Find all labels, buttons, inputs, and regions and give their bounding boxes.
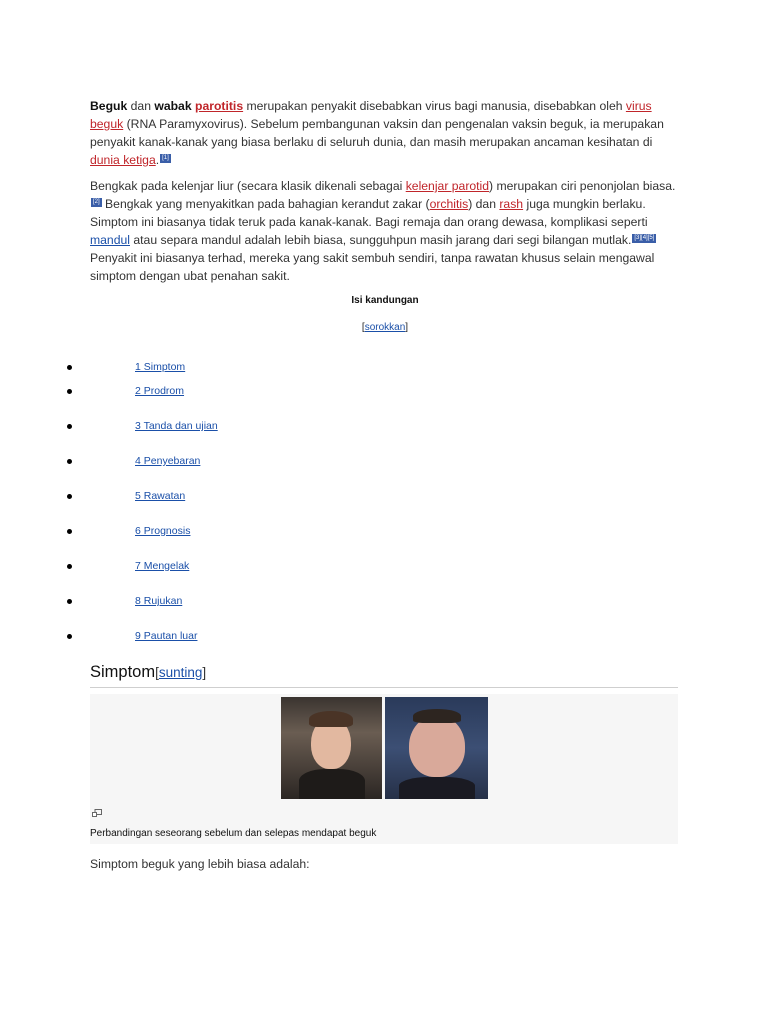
link-kelenjar-parotid[interactable]: kelenjar parotid bbox=[405, 179, 490, 193]
reference-1[interactable]: [1] bbox=[162, 154, 169, 161]
link-dunia-ketiga[interactable]: dunia ketiga bbox=[90, 153, 156, 167]
text-run: (RNA Paramyxovirus). Sebelum pembangunan vaksin dan pengenalan vaksin beguk, ia merupakan penyakit kanak-kanak yang biasa berlaku di seluruh dunia, dan masih merupakan ancaman kesihatan di bbox=[90, 117, 664, 149]
bracket-close: ] bbox=[202, 665, 207, 680]
bracket-open: [ bbox=[155, 665, 159, 680]
toc-link-prodrom[interactable]: 2 Prodrom bbox=[135, 385, 185, 397]
bullet-icon bbox=[67, 389, 72, 394]
bracket-open: [ bbox=[361, 322, 365, 333]
toc-link-rawatan[interactable]: 5 Rawatan bbox=[135, 490, 186, 502]
bullet-icon bbox=[67, 599, 72, 604]
bullet-icon bbox=[67, 365, 72, 370]
text-run: ) dan bbox=[468, 197, 500, 211]
hair-shape bbox=[413, 709, 461, 723]
text-run: . bbox=[155, 153, 160, 167]
bullet-icon bbox=[67, 459, 72, 464]
toc-item bbox=[0, 420, 768, 436]
section-title: Simptom bbox=[90, 663, 156, 681]
photo-before[interactable] bbox=[281, 697, 382, 799]
toc-link-prognosis[interactable]: 6 Prognosis bbox=[135, 525, 191, 537]
figure-thumbnail bbox=[90, 694, 678, 844]
text-run: atau separa mandul adalah lebih biasa, sungguhpun masih jarang dari segi bilangan mutlak. bbox=[129, 233, 632, 247]
toc-item bbox=[0, 525, 768, 541]
toc-link-rujukan[interactable]: 8 Rujukan bbox=[135, 595, 183, 607]
section-edit bbox=[155, 665, 206, 680]
face-shape bbox=[409, 715, 465, 777]
text-run: Bengkak yang menyakitkan pada bahagian kerandut zakar ( bbox=[101, 197, 430, 211]
bullet-icon bbox=[67, 564, 72, 569]
intro-paragraph-2 bbox=[90, 177, 680, 285]
link-mandul[interactable]: mandul bbox=[90, 233, 130, 247]
bracket-close: ] bbox=[405, 322, 409, 333]
toc-item bbox=[0, 385, 768, 401]
term-beguk: Beguk bbox=[90, 99, 128, 113]
reference-3-4-5[interactable]: [3][4][5] bbox=[634, 234, 655, 241]
text-run: ) merupakan ciri penonjolan biasa. bbox=[489, 179, 676, 193]
link-rash[interactable]: rash bbox=[499, 197, 524, 211]
bullet-icon bbox=[67, 494, 72, 499]
magnify-icon[interactable] bbox=[92, 809, 102, 817]
text-run: dan bbox=[127, 99, 155, 113]
toc-item bbox=[0, 490, 768, 506]
toc-hide-link[interactable]: sorokkan bbox=[364, 322, 406, 333]
shirt-shape bbox=[299, 769, 365, 799]
reference-2[interactable]: [2] bbox=[93, 198, 100, 205]
toc-item bbox=[0, 361, 768, 377]
toc-hide-toggle bbox=[90, 322, 680, 333]
toc-item bbox=[0, 630, 768, 646]
text-run: Bengkak pada kelenjar liur (secara klasik dikenali sebagai bbox=[90, 179, 406, 193]
photo-after[interactable] bbox=[385, 697, 488, 799]
text-run: juga mungkin berlaku. Simptom ini biasanya tidak teruk pada kanak-kanak. Bagi remaja dan orang dewasa, komplikasi seperti bbox=[90, 197, 648, 229]
article-intro bbox=[90, 97, 680, 285]
toc-title: Isi kandungan bbox=[351, 295, 419, 306]
link-orchitis[interactable]: orchitis bbox=[429, 197, 469, 211]
figure-caption: Perbandingan seseorang sebelum dan selepas mendapat beguk bbox=[90, 828, 377, 839]
text-run: merupakan penyakit disebabkan virus bagi manusia, disebabkan oleh bbox=[243, 99, 626, 113]
bullet-icon bbox=[67, 634, 72, 639]
text-run: Penyakit ini biasanya terhad, mereka yang sakit sembuh sendiri, tanpa rawatan khusus selain mengawal simptom dengan ubat penahan sakit. bbox=[90, 251, 655, 283]
link-virus-beguk[interactable]: virus beguk bbox=[90, 99, 652, 131]
bullet-icon bbox=[67, 529, 72, 534]
toc-item bbox=[0, 560, 768, 576]
shirt-shape bbox=[399, 777, 475, 799]
intro-paragraph-1 bbox=[90, 97, 680, 169]
hair-shape bbox=[309, 711, 353, 727]
toc-item bbox=[0, 455, 768, 471]
toc-link-penyebaran[interactable]: 4 Penyebaran bbox=[135, 455, 201, 467]
toc-link-pautan-luar[interactable]: 9 Pautan luar bbox=[135, 630, 198, 642]
term-wabak: wabak bbox=[154, 99, 192, 113]
section-heading-simptom bbox=[90, 663, 678, 688]
toc-link-simptom[interactable]: 1 Simptom bbox=[135, 361, 186, 373]
symptom-intro-text: Simptom beguk yang lebih biasa adalah: bbox=[90, 857, 310, 871]
toc-link-mengelak[interactable]: 7 Mengelak bbox=[135, 560, 190, 572]
toc-link-tanda-dan-ujian[interactable]: 3 Tanda dan ujian bbox=[135, 420, 218, 432]
bullet-icon bbox=[67, 424, 72, 429]
edit-link[interactable]: sunting bbox=[158, 665, 203, 680]
link-parotitis[interactable]: parotitis bbox=[195, 99, 244, 113]
toc-item bbox=[0, 595, 768, 611]
